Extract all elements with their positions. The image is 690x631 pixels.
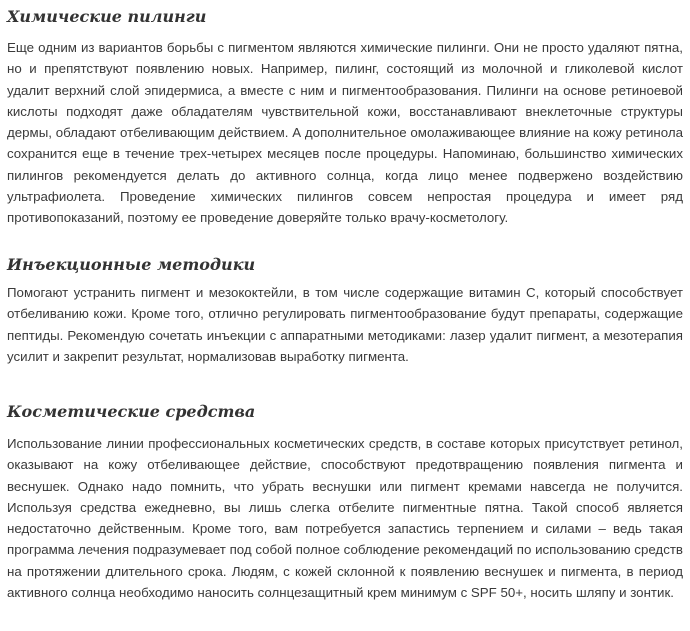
section-title-chemical-peels: Химические пилинги	[7, 7, 207, 26]
section-title-cosmetics: Косметические средства	[7, 402, 256, 421]
section-paragraph-chemical-peels: Еще одним из вариантов борьбы с пигментом являются химические пилинги. Они не просто удаляют пятна, но и препятствуют появлению новых. Например, пилинг, состоящий из молочной и гликолевой кислот удалит верхний слой эпидермиса, а вместе с ним и пигментообразования. Пилинги на основе ретиноевой кислоты подходят даже обладателям чувствительной кожи, восстанавливают внеклеточные структуры дермы, обладают отбеливающим действием. А дополнительное омолаживающее влияние на кожу ретинола сохранится еще в течение трех-четырех месяцев после процедуры. Напоминаю, большинство химических пилингов рекомендуется делать до активного солнца, когда лицо менее подвержено воздействию ультрафиолета. Проведение химических пилингов совсем непростая процедура и имеет ряд противопоказаний, поэтому ее проведение доверяйте только врачу-косметологу.	[7, 40, 683, 226]
section-paragraph-cosmetics: Использование линии профессиональных косметических средств, в составе которых присутствует ретинол, оказывают на кожу отбеливающее действие, способствуют предотвращению появления пигмента и веснушек. Однако надо помнить, что убрать веснушки или пигмент кремами навсегда не получится. Используя средства ежедневно, вы лишь слегка отбелите пигментные пятна. Такой способ является недостаточно действенным. Кроме того, вам потребуется запастись терпением и силами – ведь такая программа лечения подразумевает под собой полное соблюдение рекомендаций по использованию средств на протяжении длительного срока. Людям, с кожей склонной к появлению веснушек и пигмента, в период активного солнца необходимо наносить солнцезащитный крем минимум с SPF 50+, носить шляпу и зонтик.	[7, 436, 683, 601]
section-paragraph-injection-methods: Помогают устранить пигмент и мезококтейли, в том числе содержащие витамин С, который способствует отбеливанию кожи. Кроме того, отлично регулировать пигментообразование будут препараты, содержащие пептиды. Рекомендую сочетать инъекции с аппаратными методиками: лазер удалит пигмент, а мезотерапия усилит и закрепит результат, нормализовав выработку пигмента.	[7, 285, 683, 364]
section-title-injection-methods: Инъекционные методики	[7, 255, 256, 274]
